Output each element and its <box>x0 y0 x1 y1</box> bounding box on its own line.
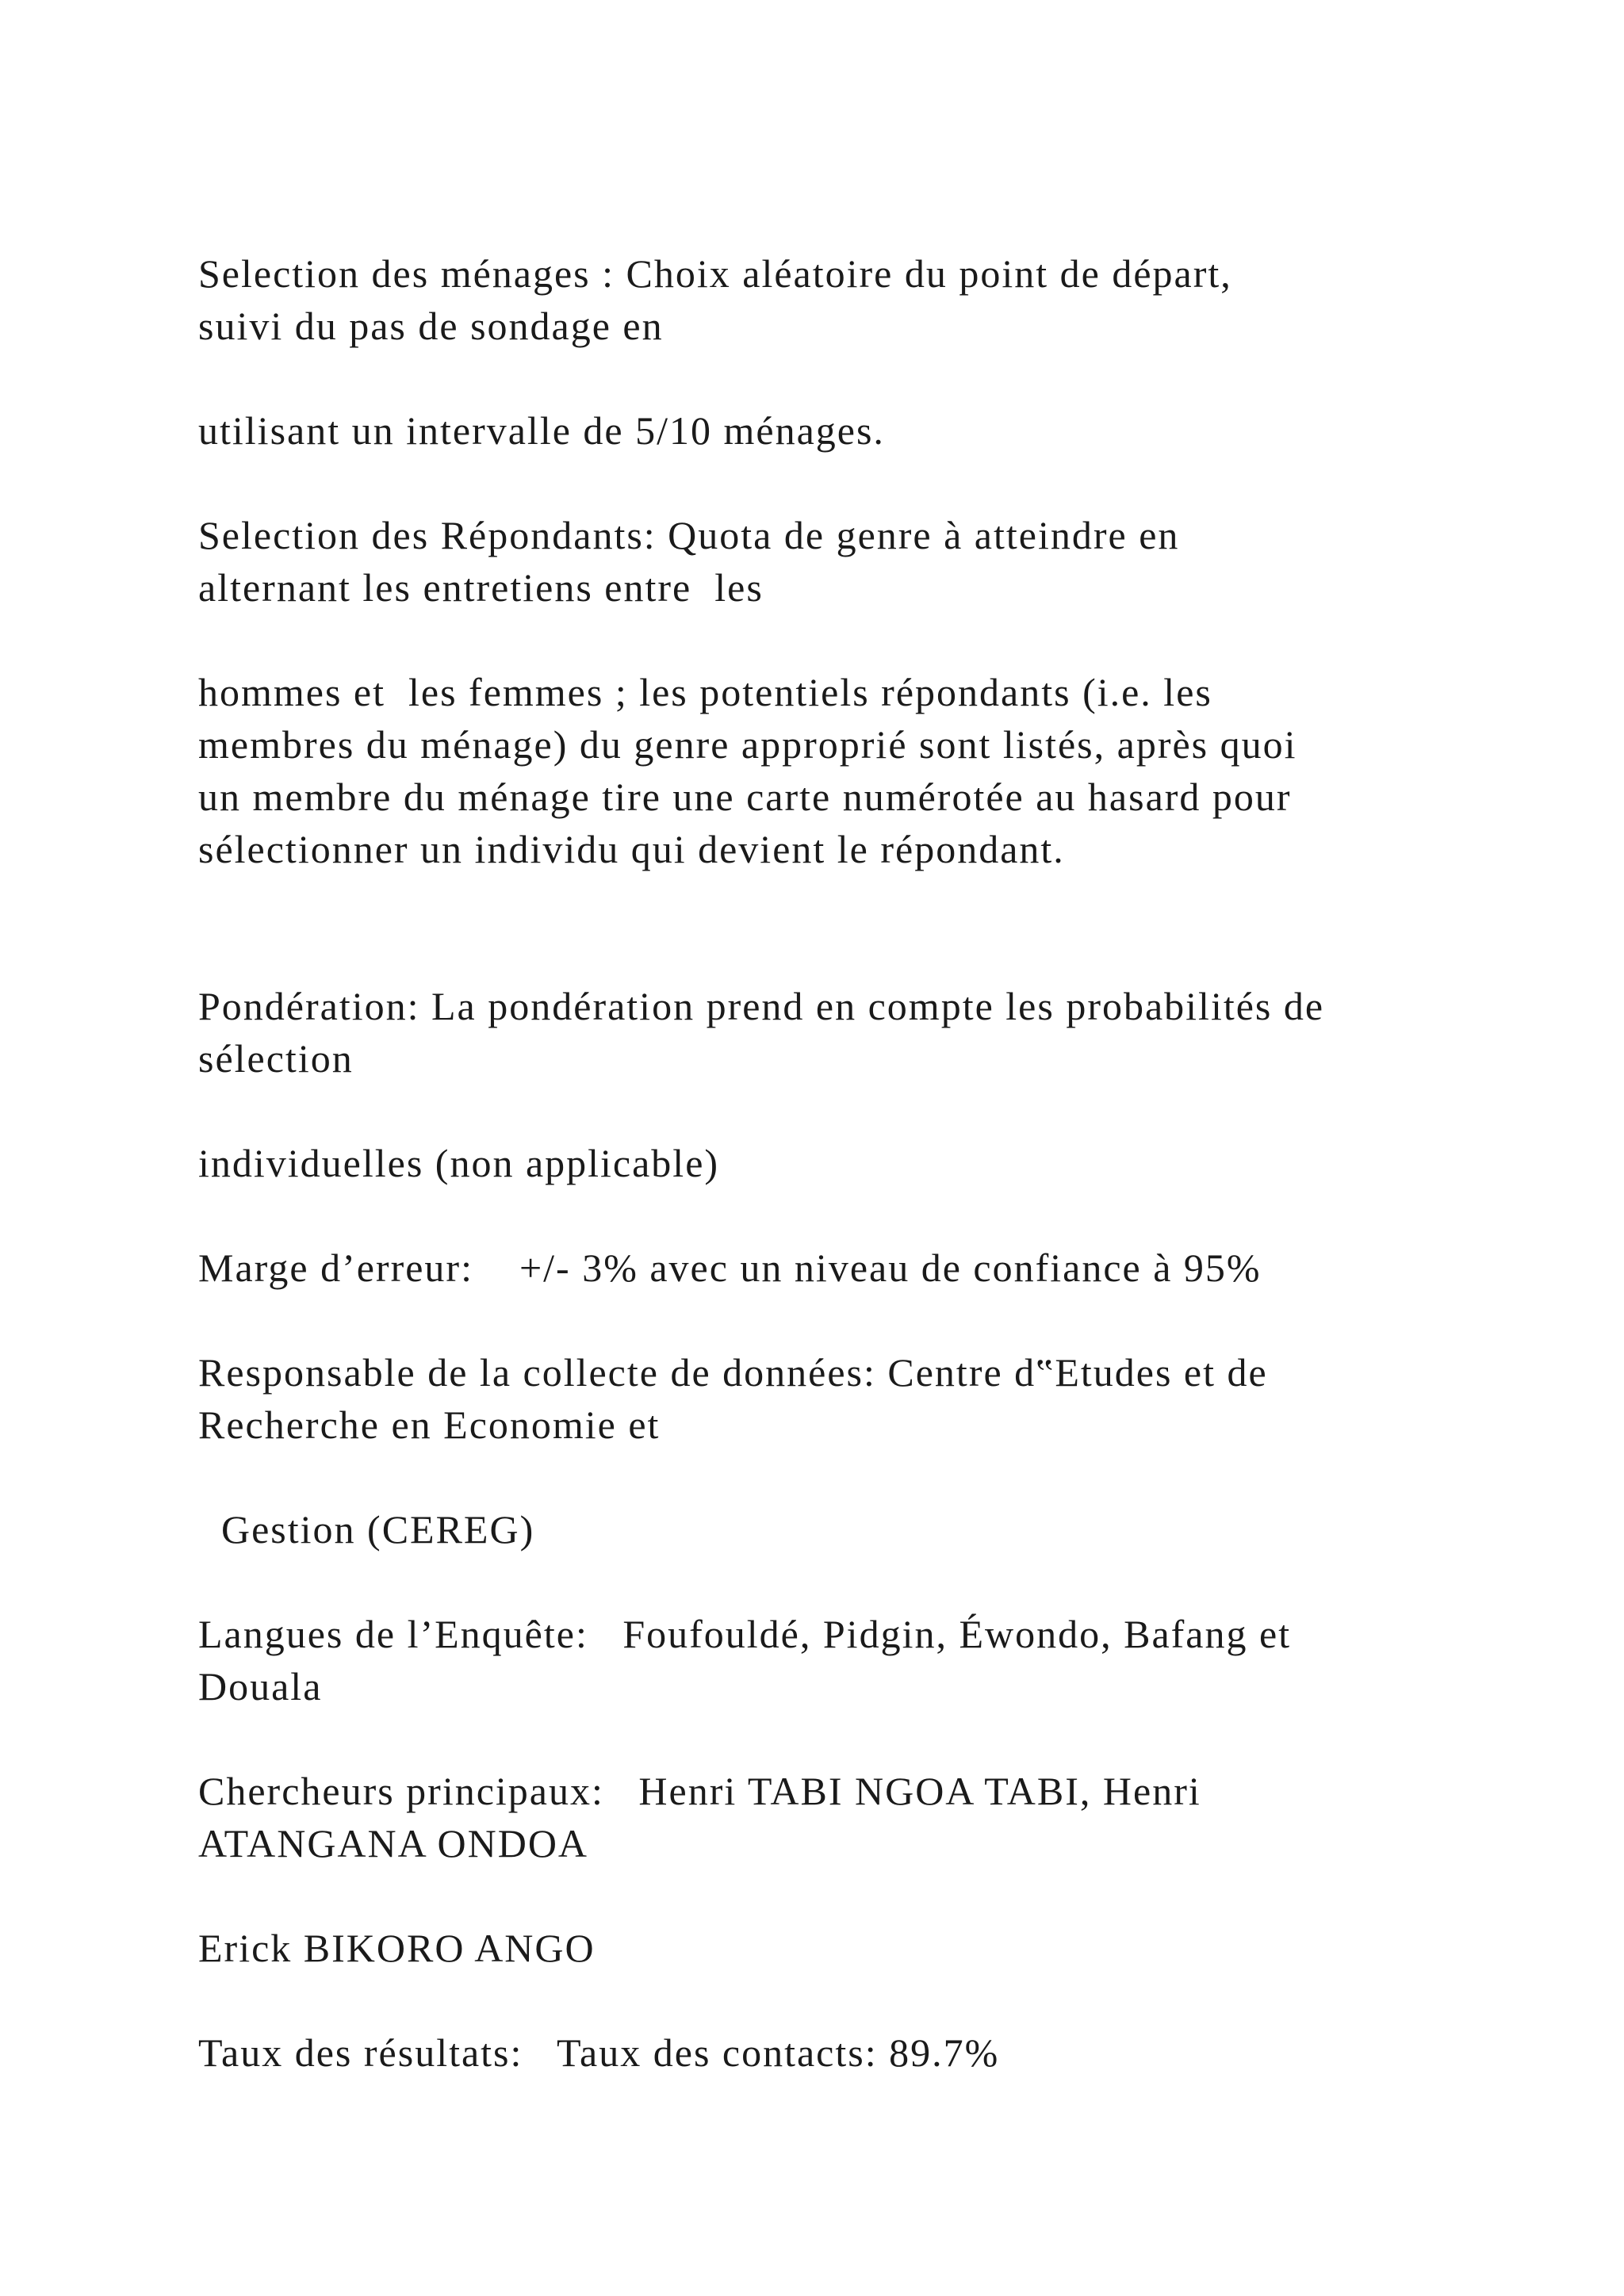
text-line: alternant les entretiens entre les <box>198 565 764 610</box>
text-line: Langues de l’Enquête: Foufouldé, Pidgin, Éwondo, Bafang et <box>198 1612 1292 1656</box>
text-line: Selection des Répondants: Quota de genre à atteindre en <box>198 513 1180 557</box>
text-line: Douala <box>198 1664 323 1709</box>
text-line: hommes et les femmes ; les potentiels répondants (i.e. les <box>198 670 1212 714</box>
text-line: Erick BIKORO ANGO <box>198 1926 596 1970</box>
text-line: Gestion (CEREG) <box>198 1507 535 1552</box>
text-line: suivi du pas de sondage en <box>198 304 664 348</box>
text-line: Chercheurs principaux: Henri TABI NGOA TABI, Henri <box>198 1769 1201 1813</box>
text-line: Marge d’erreur: +/- 3% avec un niveau de confiance à 95% <box>198 1246 1262 1290</box>
text-line: Taux des résultats: Taux des contacts: 89.7% <box>198 2030 1000 2075</box>
text-line: utilisant un intervalle de 5/10 ménages. <box>198 408 885 453</box>
text-line: Pondération: La pondération prend en compte les probabilités de <box>198 984 1325 1028</box>
text-line: Recherche en Economie et <box>198 1402 661 1447</box>
text-line: individuelles (non applicable) <box>198 1141 720 1185</box>
text-line: un membre du ménage tire une carte numérotée au hasard pour <box>198 775 1292 819</box>
text-line: sélection <box>198 1036 354 1081</box>
text-line: Responsable de la collecte de données: Centre d‟Etudes et de <box>198 1350 1268 1395</box>
text-line: membres du ménage) du genre approprié sont listés, après quoi <box>198 722 1297 767</box>
text-line: Selection des ménages : Choix aléatoire du point de départ, <box>198 251 1232 296</box>
text-line: ATANGANA ONDOA <box>198 1821 589 1866</box>
text-line: sélectionner un individu qui devient le répondant. <box>198 827 1065 871</box>
